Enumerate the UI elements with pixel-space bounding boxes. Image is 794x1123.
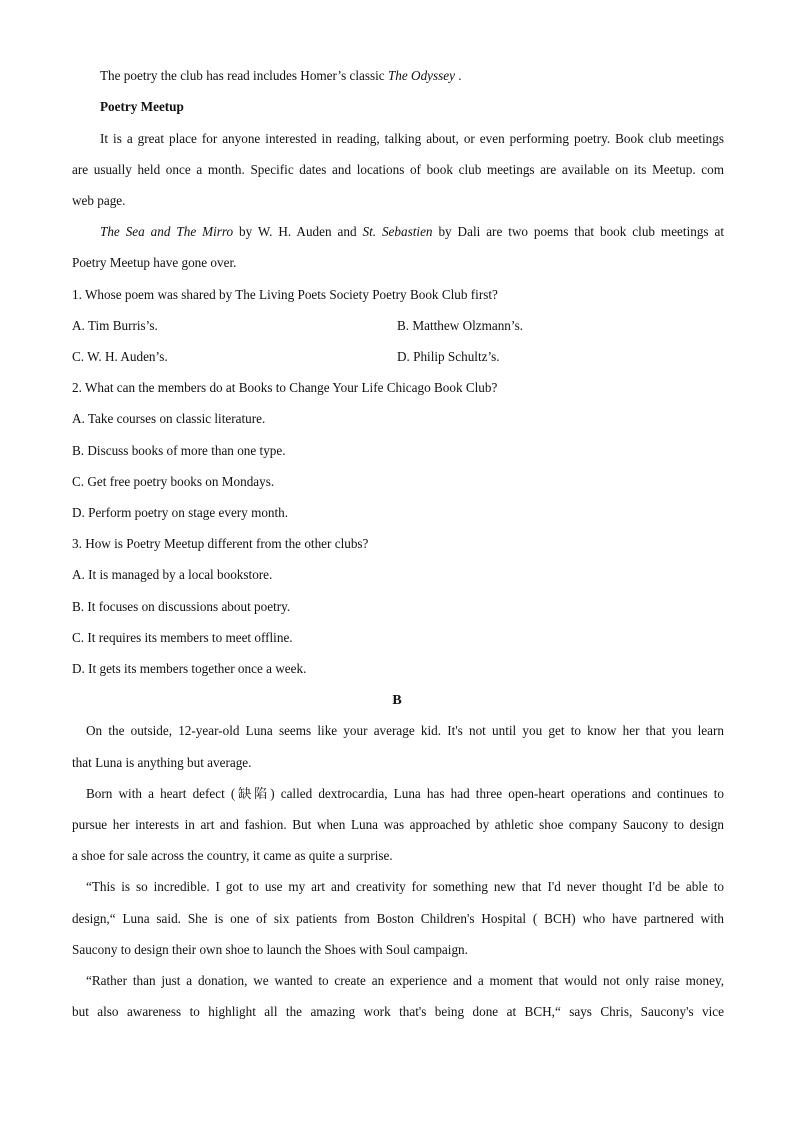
answer-option: C. It requires its members to meet offline. — [72, 630, 293, 645]
question-stem: 3. How is Poetry Meetup different from the other clubs? — [72, 536, 369, 551]
odyssey-sentence: The poetry the club has read includes Homer’s classic The Odyssey . — [100, 68, 462, 83]
section-b-paragraph-line: On the outside, 12-year-old Luna seems like your average kid. It's not until you get to know her that you learn — [86, 723, 724, 738]
section-b-label: B — [392, 693, 402, 708]
answer-option: D. Perform poetry on stage every month. — [72, 505, 289, 520]
section-b-paragraph-line: Saucony to design their own shoe to launch the Shoes with Soul campaign. — [72, 942, 468, 957]
answer-option: B. It focuses on discussions about poetry. — [72, 599, 291, 614]
question-option-row — [72, 348, 724, 366]
answer-option: A. It is managed by a local bookstore. — [72, 567, 273, 582]
answer-option: D. It gets its members together once a week. — [72, 661, 307, 676]
section-b-paragraph-line: Born with a heart defect (缺陷) called dextrocardia, Luna has had three open-heart operations and continues to — [86, 786, 724, 801]
section-b-paragraph-line: that Luna is anything but average. — [72, 755, 252, 770]
answer-option: A. Tim Burris’s. — [72, 318, 158, 333]
section-b-paragraph-line: pursue her interests in art and fashion. But when Luna was approached by athletic shoe company Saucony to design — [72, 817, 724, 832]
poem-title: The Sea and The Mirro — [100, 224, 234, 239]
section-b-paragraph-line: but also awareness to highlight all the amazing work that's being done at BCH,“ says Chris, Saucony's vice — [72, 1004, 724, 1019]
poetry-meetup-paragraph-line: are usually held once a month. Specific dates and locations of book club meetings are available on its Meetup. com — [72, 162, 724, 177]
answer-option: D. Philip Schultz’s. — [397, 349, 500, 364]
answer-option: C. W. H. Auden’s. — [72, 349, 168, 364]
answer-option: B. Discuss books of more than one type. — [72, 443, 286, 458]
section-b-paragraph-line: “Rather than just a donation, we wanted to create an experience and a moment that would not only raise money, — [86, 973, 724, 988]
odyssey-title: The Odyssey — [387, 68, 455, 83]
section-b-paragraph-line: “This is so incredible. I got to use my art and creativity for something new that I'd never thought I'd be able to — [86, 879, 724, 894]
answer-option: A. Take courses on classic literature. — [72, 411, 266, 426]
question-option-row — [72, 317, 724, 335]
poetry-meetup-paragraph-line: It is a great place for anyone interested in reading, talking about, or even performing poetry. Book club meetings — [100, 131, 724, 146]
question-stem: 2. What can the members do at Books to Change Your Life Chicago Book Club? — [72, 380, 498, 395]
poetry-meetup-heading: Poetry Meetup — [100, 99, 184, 114]
answer-option: B. Matthew Olzmann’s. — [397, 318, 523, 333]
question-stem: 1. Whose poem was shared by The Living Poets Society Poetry Book Club first? — [72, 287, 498, 302]
poem-title: St. Sebastien — [362, 224, 433, 239]
section-b-paragraph-line: a shoe for sale across the country, it came as quite a surprise. — [72, 848, 393, 863]
poetry-meetup-poems-line: Poetry Meetup have gone over. — [72, 255, 237, 270]
section-b-paragraph-line: design,“ Luna said. She is one of six patients from Boston Children's Hospital ( BCH) who have partnered with — [72, 911, 724, 926]
answer-option: C. Get free poetry books on Mondays. — [72, 474, 275, 489]
poetry-meetup-poems-line: The Sea and The Mirro by W. H. Auden and St. Sebastien by Dali are two poems that book club meetings at — [100, 224, 724, 239]
poetry-meetup-paragraph-line: web page. — [72, 193, 126, 208]
